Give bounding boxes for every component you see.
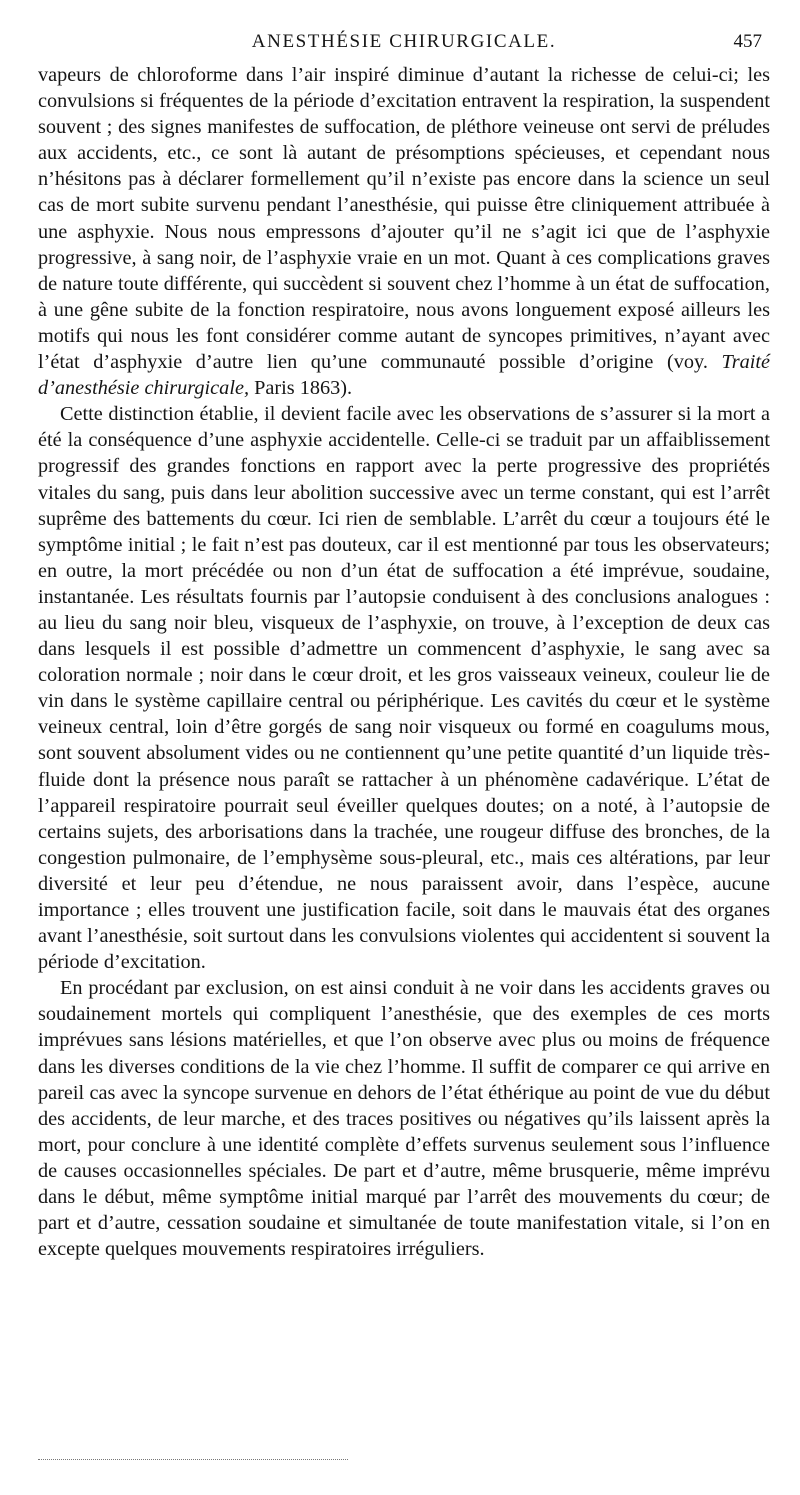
running-title: ANESTHÉSIE CHIRURGICALE.: [251, 31, 557, 52]
citation-tail: Paris 1863).: [249, 377, 353, 400]
footer-rule: [38, 1459, 348, 1460]
paragraph-continuation: [38, 62, 770, 401]
page-number: 457: [733, 31, 762, 52]
book-page: [38, 0, 770, 1495]
paragraph-text: vapeurs de chloroforme dans l’air inspiré diminue d’autant la richesse de celui-ci; les convulsions si fréquentes de la période d’excitation entravent la respiration, la suspendent souvent ; des signes manifestes de suffocation, de pléthore veineuse ont servi de préludes aux accidents, etc., ce sont là autant de présomptions spécieuses, et cependant nous n’hésitons pas à déclarer formellement qu’il n’existe pas encore dans la science un seul cas de mort subite survenu pendant l’anesthésie, qui puisse être cliniquement attribuée à une asphyxie. Nous nous empressons d’ajouter qu’il ne s’agit ici que de l’asphyxie progressive, à sang noir, de l’asphyxie vraie en un mot. Quant à ces complications graves de nature toute différente, qui succèdent si souvent chez l’homme à un état de suffocation, à une gêne subite de la fonction respiratoire, nous avons longuement exposé ailleurs les motifs qui nous les font considérer comme autant de syncopes primitives, n’ayant avec l’état d’asphyxie d’autre lien qu’une communauté possible d’origine (voy.: [38, 64, 770, 374]
book-title-citation: Traité d’anesthésie chirurgicale,: [38, 351, 770, 400]
running-header: [38, 0, 770, 62]
body-text: [38, 62, 770, 1262]
paragraph: En procédant par exclusion, on est ainsi conduit à ne voir dans les accidents graves ou soudainement mortels qui compliquent l’anesthésie, que des exemples de ces morts imprévues sans lésions matérielles, et que l’on observe avec plus ou moins de fréquence dans les diverses conditions de la vie chez l’homme. Il suffit de comparer ce qui arrive en pareil cas avec la syncope survenue en dehors de l’état éthérique au point de vue du début des accidents, de leur marche, et des traces positives ou négatives qu’ils laissent après la mort, pour conclure à une identité complète d’effets survenus seulement sous l’influence de causes occasionnelles spéciales. De part et d’autre, même brusquerie, même imprévu dans le début, même symptôme initial marqué par l’arrêt des mouvements du cœur; de part et d’autre, cessation soudaine et simultanée de toute manifestation vitale, si l’on en excepte quelques mouvements respiratoires irréguliers.: [38, 977, 770, 1261]
paragraph: Cette distinction établie, il devient facile avec les observations de s’assurer si la mort a été la conséquence d’une asphyxie accidentelle. Celle-ci se traduit par un affaiblissement progressif des grandes fonctions en rapport avec la perte progressive des propriétés vitales du sang, puis dans leur abolition successive avec un terme constant, qui est l’arrêt suprême des battements du cœur. Ici rien de semblable. L’arrêt du cœur a toujours été le symptôme initial ; le fait n’est pas douteux, car il est mentionné par tous les observateurs; en outre, la mort précédée ou non d’un état de suffocation a été imprévue, soudaine, instantanée. Les résultats fournis par l’autopsie conduisent à des conclusions analogues : au lieu du sang noir bleu, visqueux de l’asphyxie, on trouve, à l’exception de deux cas dans lesquels il est possible d’admettre un commencent d’asphyxie, le sang avec sa coloration normale ; noir dans le cœur droit, et les gros vaisseaux veineux, couleur lie de vin dans le système capillaire central ou périphérique. Les cavités du cœur et le système veineux central, loin d’être gorgés de sang noir visqueux ou formé en coagulums mous, sont souvent absolument vides ou ne contiennent qu’une petite quantité d’un liquide très-fluide dont la présence nous paraît se rattacher à un phénomène cadavérique. L’état de l’appareil respiratoire pourrait seul éveiller quelques doutes; on a noté, à l’autopsie de certains sujets, des arborisations dans la trachée, une rougeur diffuse des bronches, de la congestion pulmonaire, de l’emphysème sous-pleural, etc., mais ces altérations, par leur diversité et leur peu d’étendue, ne nous paraissent avoir, dans l’espèce, aucune importance ; elles trouvent une justification facile, soit dans le mauvais état des organes avant l’anesthésie, soit surtout dans les convulsions violentes qui accidentent si souvent la période d’excitation.: [38, 403, 770, 974]
